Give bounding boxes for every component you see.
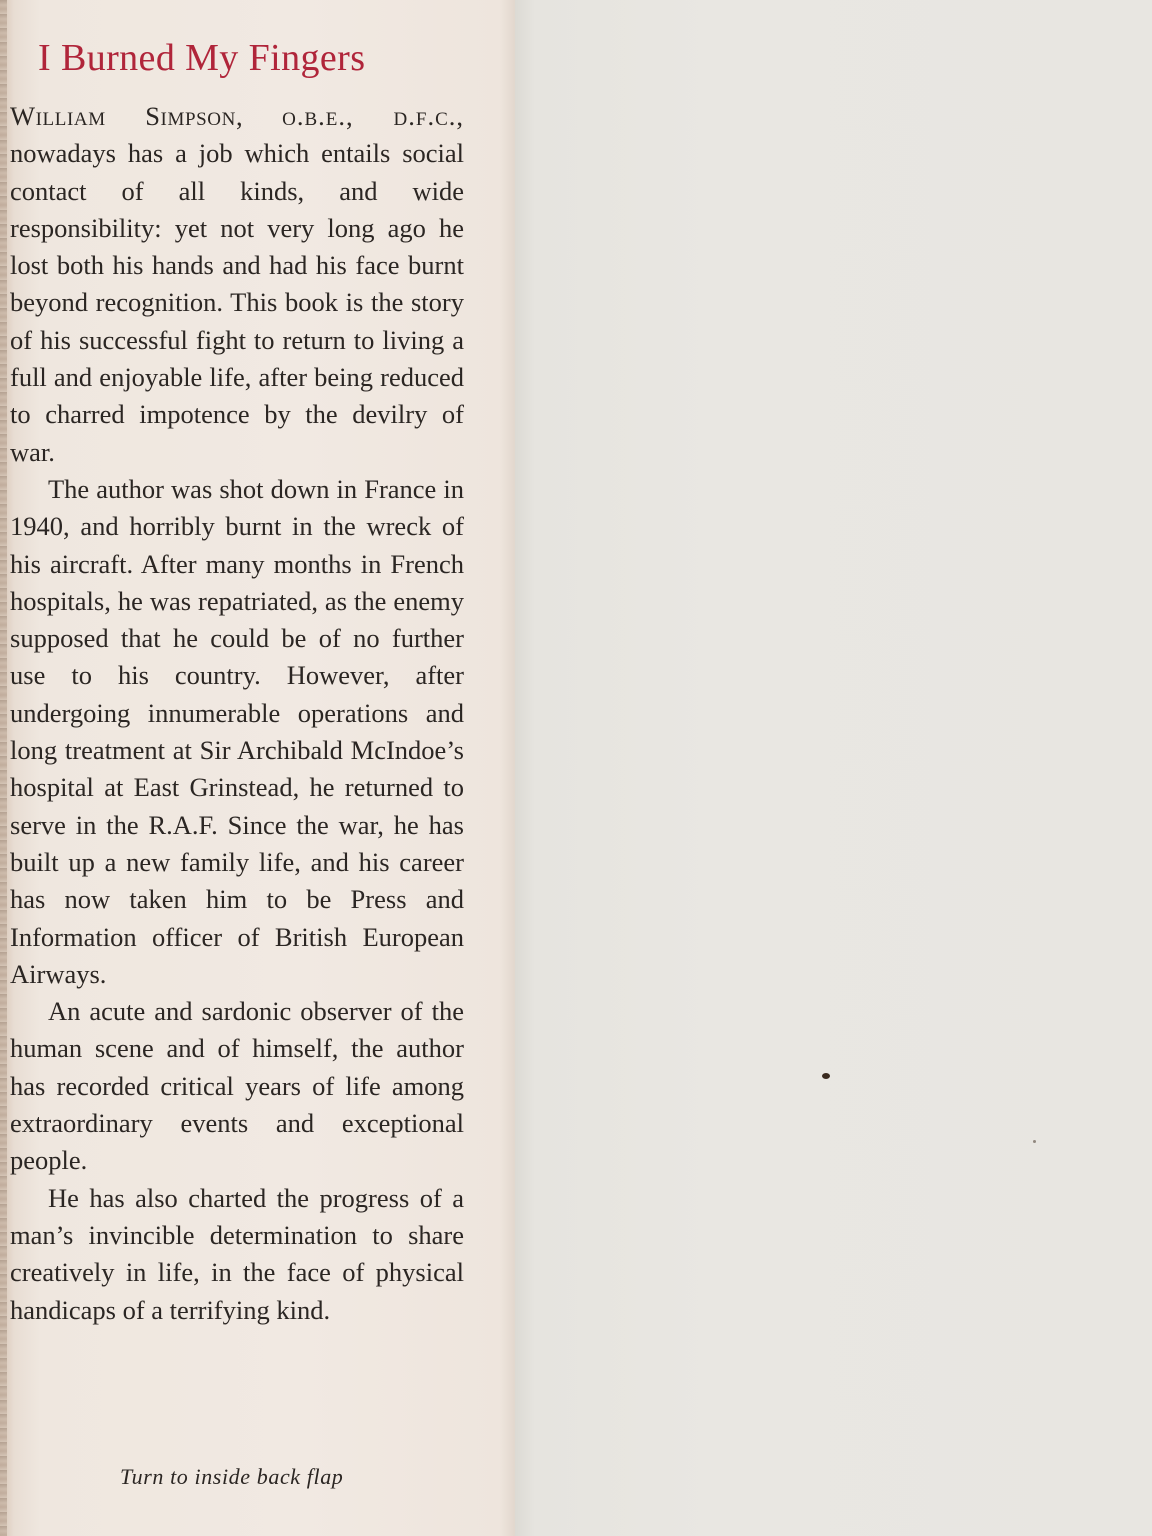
dust-jacket-flap <box>0 0 515 1536</box>
author-name: William Simpson, <box>10 101 244 131</box>
paragraph-1-text: nowadays has a job which entails social contact of all kinds, and wide responsibility: yet not very long ago he lost both his hands and had his face burnt beyond recognition. This book is the story of his successful fight to return to living a full and enjoyable life, after being reduced to charred impotence by the devilry of war. <box>10 138 464 467</box>
author-honours: o.b.e., d.f.c., <box>282 101 464 131</box>
blurb-paragraph-3: An acute and sardonic observer of the human scene and of himself, the author has recorded critical years of life among extraordinary events and exceptional people. <box>10 996 464 1176</box>
dirt-speck-small <box>1033 1140 1036 1143</box>
continuation-note: Turn to inside back flap <box>120 1464 344 1489</box>
blurb-paragraph-1 <box>10 98 464 471</box>
book-title: I Burned My Fingers <box>38 37 366 79</box>
blurb-paragraph-4: He has also charted the progress of a man’s invincible determination to share creatively in life, in the face of physical handicaps of a terrifying kind. <box>10 1182 464 1325</box>
blurb-paragraph-2: The author was shot down in France in 1940, and horribly burnt in the wreck of his aircraft. After many months in French hospitals, he was repatriated, as the enemy supposed that he could be of no further use to his country. However, after undergoing innumerable operations and long treatment at Sir Archibald McIndoe’s hospital at East Grinstead, he returned to serve in the R.A.F. Since the war, he has built up a new family life, and his career has now taken him to be Press and Information officer of British European Airways. <box>10 473 464 989</box>
blurb-text <box>10 98 464 1329</box>
cloth-book-board <box>515 0 1152 1536</box>
flap-worn-edge <box>0 0 7 1536</box>
dirt-speck <box>822 1073 830 1079</box>
